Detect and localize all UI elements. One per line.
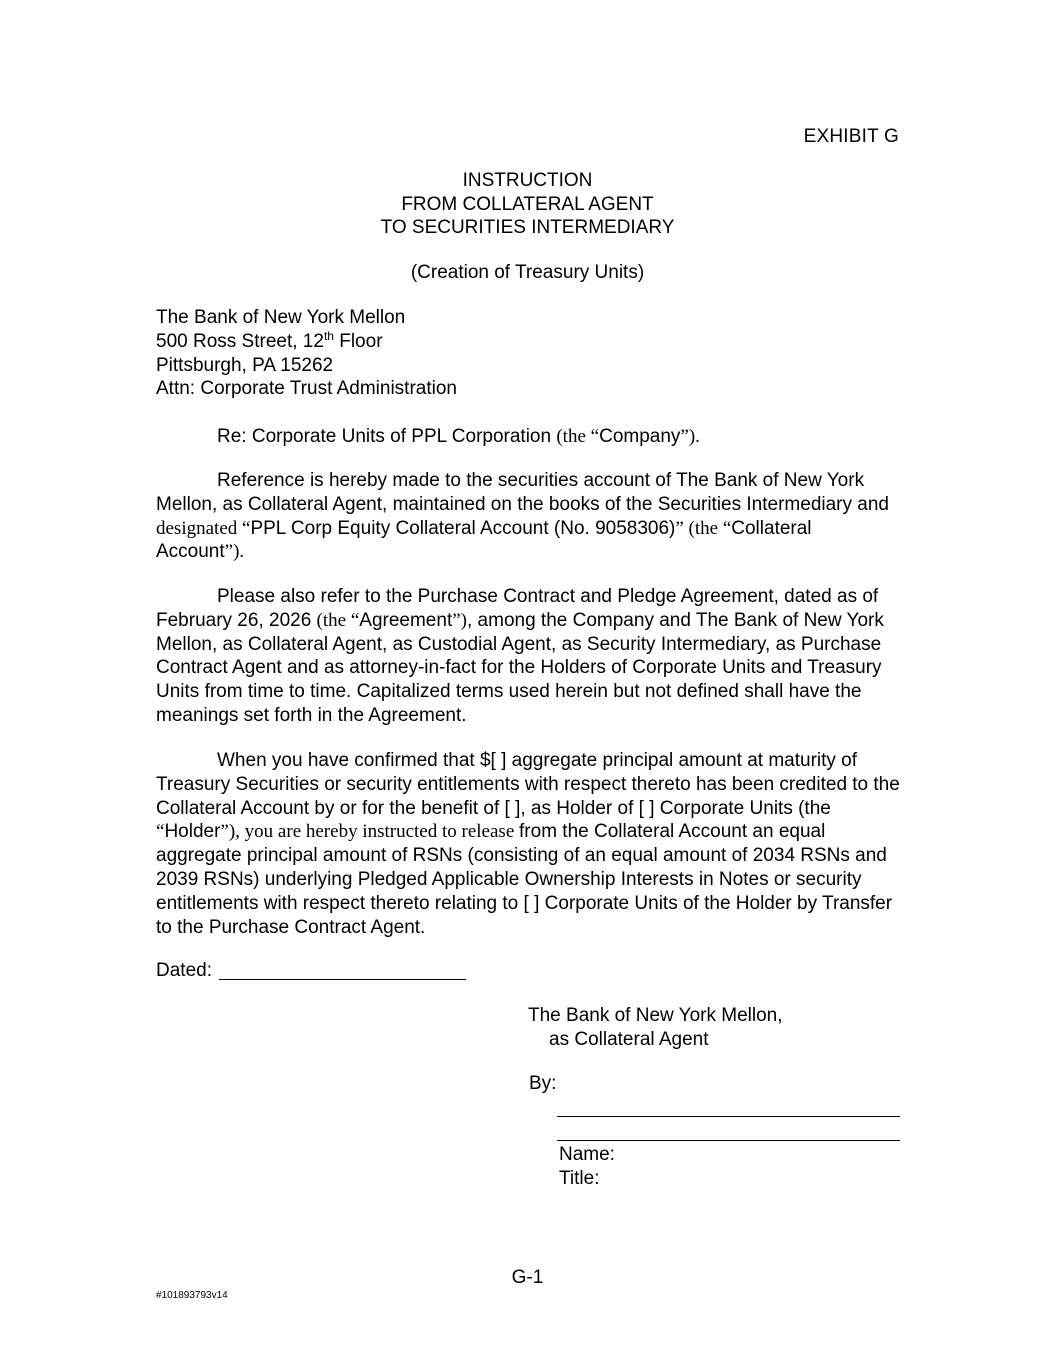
paragraph-agreement: Please also refer to the Purchase Contract and Pledge Agreement, dated as of February 26, 2026 (the “Agreement”), among the Company and The Bank of New York Mellon, as Collateral Agent, as Custodial Agent, as Security Intermediary, as Purchase Contract Agent and as attorney-in-fact for the Holders of Corporate Units and Treasury Units from time to time. Capitalized terms used herein but not defined shall have the meanings set forth in the Agreement. [156,586,884,726]
signatory-capacity: as Collateral Agent [549,1029,709,1050]
document-title [0,169,1055,240]
signature-line-2 [557,1140,900,1141]
page-number: G-1 [511,1267,544,1288]
date-signature-line [219,979,466,980]
name-label: Name: [559,1144,615,1165]
signature-line [557,1116,900,1117]
exhibit-label: EXHIBIT G [803,126,899,147]
address-line-2: 500 Ross Street, 12th Floor [156,328,383,352]
title-line-2: FROM COLLATERAL AGENT [401,193,654,215]
signature-block [528,1004,783,1052]
paragraph-collateral-account: Reference is hereby made to the securities account of The Bank of New York Mellon, as Collateral Agent, maintained on the books of the Securities Intermediary and designated “PPL Corp Equity Collateral Account (No. 9058306)” (the “Collateral Account”). [156,470,889,563]
by-label: By: [529,1073,557,1094]
address-line-4: Attn: Corporate Trust Administration [156,378,457,400]
name-title-block [559,1143,615,1191]
recipient-address [156,306,457,401]
title-label: Title: [559,1168,600,1189]
title-line-1: INSTRUCTION [462,170,593,191]
document-id: #101893793v14 [156,1290,228,1301]
title-line-3: TO SECURITIES INTERMEDIARY [380,217,675,238]
address-line-1: The Bank of New York Mellon [156,307,406,328]
signatory-entity: The Bank of New York Mellon, [528,1005,783,1026]
paragraph-instruction: When you have confirmed that $[ ] aggregate principal amount at maturity of Treasury Securities or security entitlements with respect thereto has been credited to the Collateral Account by or for the benefit of [ ], as Holder of [ ] Corporate Units (the “Holder”), you are hereby instructed to release from the Collateral Account an equal aggregate principal amount of RSNs (consisting of an equal amount of 2034 RSNs and 2039 RSNs) underlying Pledged Applicable Ownership Interests in Notes or security entitlements with respect thereto relating to [ ] Corporate Units of the Holder by Transfer to the Purchase Contract Agent. [156,750,900,938]
address-line-3: Pittsburgh, PA 15262 [156,354,334,376]
dated-label: Dated: [156,960,212,981]
document-subtitle: (Creation of Treasury Units) [410,262,645,283]
ordinal-suffix: th [323,328,334,343]
re-line: Re: Corporate Units of PPL Corporation (the “Company”). [217,426,700,447]
